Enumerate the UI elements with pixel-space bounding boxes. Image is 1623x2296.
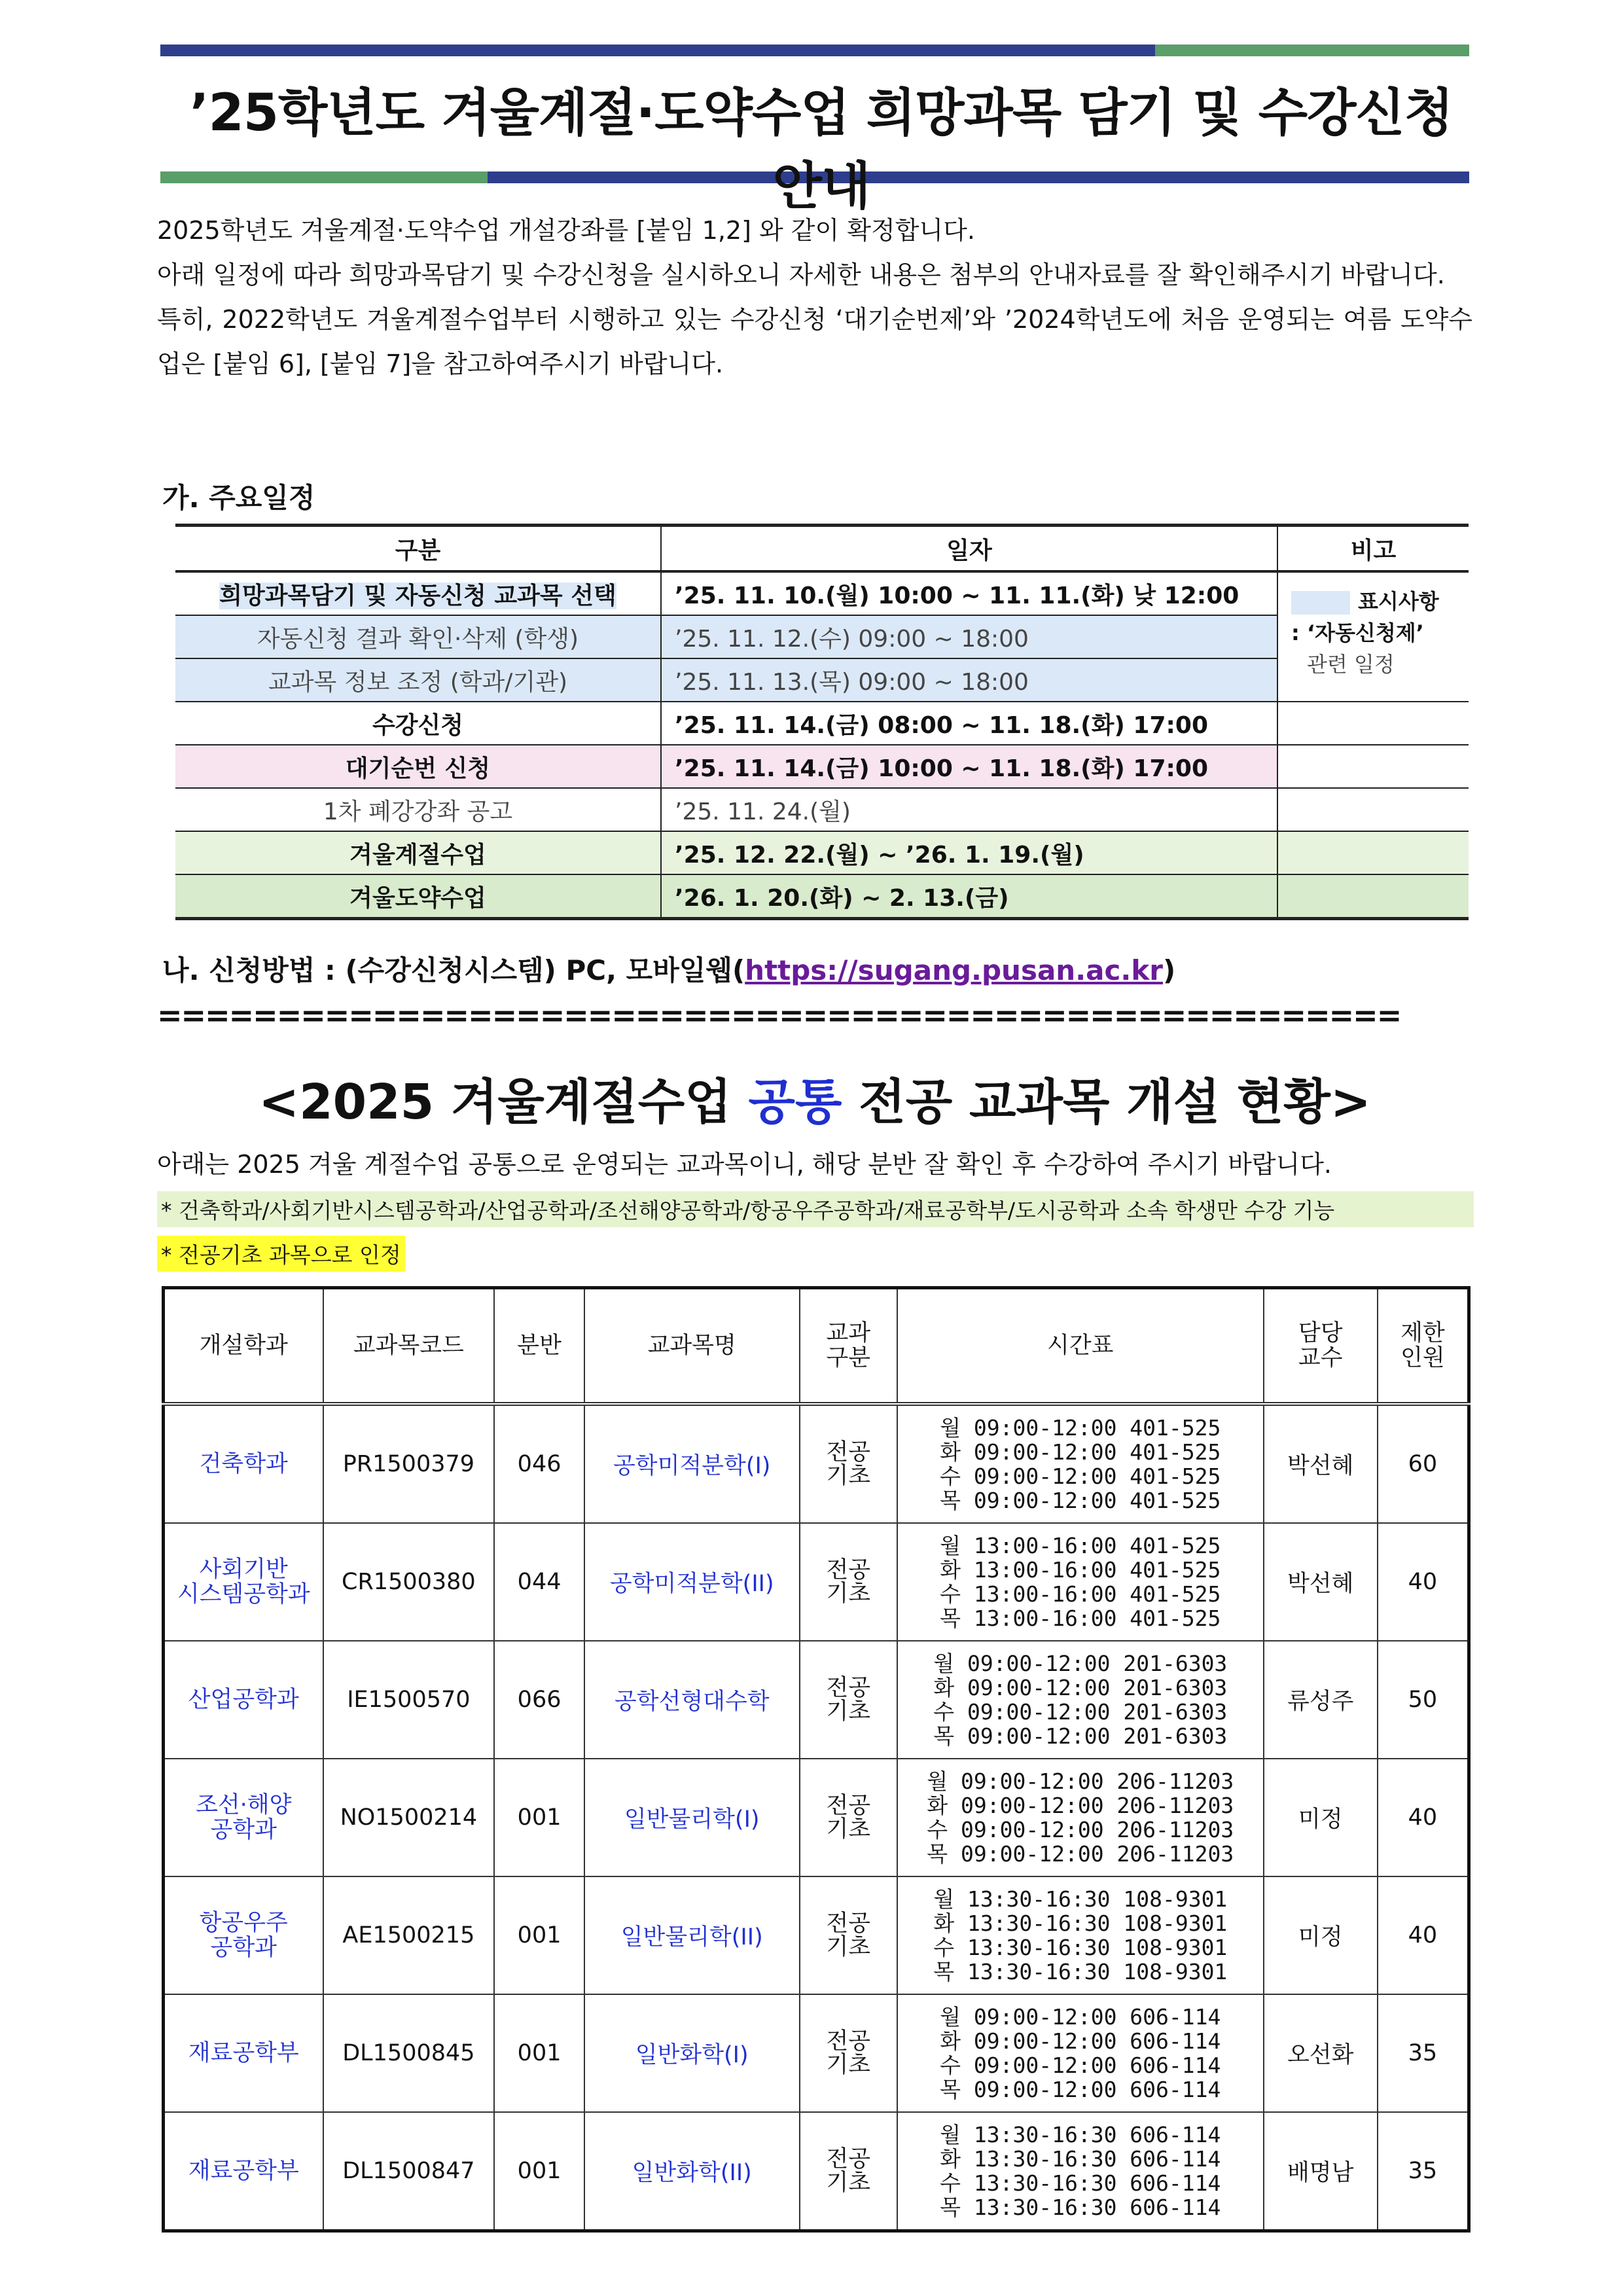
course-code: NO1500214 [323,1759,495,1876]
schedule-date: ’25. 11. 12.(수) 09:00 ~ 18:00 [661,615,1277,658]
course-section: 044 [494,1523,584,1641]
timetable-line: 월 13:30-16:30 606-114 [940,2122,1221,2147]
sugang-link[interactable]: https://sugang.pusan.ac.kr [745,954,1163,986]
course-timetable [897,1994,1264,2112]
course-type: 전공 기초 [800,1404,897,1523]
courses-table [162,1286,1471,2233]
course-limit: 40 [1378,1523,1469,1641]
timetable-line: 수 09:00-12:00 401-525 [940,1463,1221,1489]
col-name: 교과목명 [584,1288,800,1405]
timetable-line: 수 13:00-16:00 401-525 [940,1581,1221,1607]
course-type: 전공 기초 [800,2112,897,2231]
legend-swatch [1291,591,1350,615]
course-professor: 미정 [1264,1759,1378,1876]
timetable-line: 월 09:00-12:00 606-114 [940,2004,1221,2030]
col-code: 교과목코드 [323,1288,495,1405]
schedule-date: ’25. 11. 14.(금) 10:00 ~ 11. 18.(화) 17:00 [661,745,1277,788]
col-schedule: 시간표 [897,1288,1264,1405]
divider-line: ==================================================== [157,1000,1401,1030]
course-type: 전공 기초 [800,1523,897,1641]
section-a-heading: 가. 주요일정 [162,482,315,514]
course-professor: 박선혜 [1264,1404,1378,1523]
course-dept: 산업공학과 [164,1641,323,1759]
course-name: 일반물리학(II) [584,1876,800,1994]
course-limit: 40 [1378,1759,1469,1876]
course-row [164,1994,1469,2112]
timetable-line: 화 13:30-16:30 606-114 [940,2146,1221,2172]
course-row [164,1404,1469,1523]
schedule-header-date: 일자 [661,526,1277,572]
timetable-line: 월 09:00-12:00 201-6303 [933,1651,1228,1676]
course-dept: 재료공학부 [164,1994,323,2112]
timetable-line: 화 09:00-12:00 606-114 [940,2028,1221,2054]
course-name: 일반화학(II) [584,2112,800,2231]
timetable-line: 목 13:30-16:30 108-9301 [933,1959,1228,1984]
course-type: 전공 기초 [800,1759,897,1876]
course-type: 전공 기초 [800,1876,897,1994]
course-code: IE1500570 [323,1641,495,1759]
timetable-line: 수 13:30-16:30 606-114 [940,2170,1221,2196]
col-professor: 담당 교수 [1264,1288,1378,1405]
course-timetable [897,2112,1264,2231]
title-top-bar-green [1155,45,1469,56]
course-timetable [897,1404,1264,1523]
timetable-line: 월 13:30-16:30 108-9301 [933,1886,1228,1912]
timetable-line: 목 13:00-16:00 401-525 [940,1605,1221,1631]
course-professor: 박선혜 [1264,1523,1378,1641]
schedule-date: ’25. 11. 10.(월) 10:00 ~ 11. 11.(화) 낮 12:00 [661,571,1277,615]
course-row [164,2112,1469,2231]
schedule-item: 겨울계절수업 [175,831,661,874]
course-limit: 35 [1378,2112,1469,2231]
timetable-line: 목 09:00-12:00 201-6303 [933,1723,1228,1749]
timetable-line: 월 09:00-12:00 401-525 [940,1415,1221,1441]
timetable-line: 화 13:00-16:00 401-525 [940,1557,1221,1583]
course-professor: 미정 [1264,1876,1378,1994]
schedule-note: 표시사항 : ‘자동신청제’ 관련 일정 [1277,571,1469,702]
course-name: 일반화학(I) [584,1994,800,2112]
course-name: 일반물리학(I) [584,1759,800,1876]
course-code: CR1500380 [323,1523,495,1641]
course-row [164,1523,1469,1641]
course-row [164,1759,1469,1876]
intro-line-2: 아래 일정에 따라 희망과목담기 및 수강신청을 실시하오니 자세한 내용은 첨부의 안내자료를 잘 확인해주시기 바랍니다. [157,260,1445,289]
courses-heading: <2025 겨울계절수업 공통 전공 교과목 개설 현황> [259,1074,1371,1130]
course-name: 공학선형대수학 [584,1641,800,1759]
timetable-line: 목 09:00-12:00 206-11203 [927,1841,1234,1867]
course-professor: 오선화 [1264,1994,1378,2112]
course-timetable [897,1876,1264,1994]
course-row [164,1876,1469,1994]
schedule-header-item: 구분 [175,526,661,572]
course-dept: 재료공학부 [164,2112,323,2231]
timetable-line: 목 09:00-12:00 606-114 [940,2077,1221,2102]
schedule-table [175,524,1469,920]
schedule-date: ’25. 11. 14.(금) 08:00 ~ 11. 18.(화) 17:00 [661,702,1277,745]
course-section: 001 [494,2112,584,2231]
col-dept: 개설학과 [164,1288,323,1405]
course-section: 001 [494,1759,584,1876]
course-dept: 건축학과 [164,1404,323,1523]
col-section: 분반 [494,1288,584,1405]
course-name: 공학미적분학(II) [584,1523,800,1641]
major-basic-note: * 전공기초 과목으로 인정 [157,1236,405,1272]
schedule-item: 1차 폐강강좌 공고 [175,788,661,831]
course-row [164,1641,1469,1759]
course-code: AE1500215 [323,1876,495,1994]
schedule-item: 희망과목담기 및 자동신청 교과목 선택 [175,571,661,615]
col-type: 교과 구분 [800,1288,897,1405]
course-code: DL1500847 [323,2112,495,2231]
intro-line-3: 특히, 2022학년도 겨울계절수업부터 시행하고 있는 수강신청 ‘대기순번제’와 ’2024학년도에 처음 운영되는 여름 도약수업은 [붙임 6], [붙임 7]을 참고하여주시기 바랍니다. [157,305,1472,378]
course-code: PR1500379 [323,1404,495,1523]
page-title: ’25학년도 겨울계절·도약수업 희망과목 담기 및 수강신청 안내 [189,84,1454,216]
schedule-date: ’25. 12. 22.(월) ~ ’26. 1. 19.(월) [661,831,1277,874]
schedule-item: 대기순번 신청 [175,745,661,788]
course-section: 001 [494,1876,584,1994]
timetable-line: 수 09:00-12:00 606-114 [940,2053,1221,2078]
course-code: DL1500845 [323,1994,495,2112]
timetable-line: 목 13:30-16:30 606-114 [940,2195,1221,2220]
course-type: 전공 기초 [800,1994,897,2112]
schedule-date: ’25. 11. 24.(월) [661,788,1277,831]
timetable-line: 수 09:00-12:00 201-6303 [933,1699,1228,1725]
timetable-line: 화 09:00-12:00 201-6303 [933,1675,1228,1700]
schedule-item: 교과목 정보 조정 (학과/기관) [175,658,661,702]
intro-line-1: 2025학년도 겨울계절·도약수업 개설강좌를 [붙임 1,2] 와 같이 확정합니다. [157,216,975,245]
col-limit: 제한 인원 [1378,1288,1469,1405]
timetable-line: 월 09:00-12:00 206-11203 [927,1768,1234,1794]
course-limit: 50 [1378,1641,1469,1759]
schedule-item: 수강신청 [175,702,661,745]
course-professor: 배명남 [1264,2112,1378,2231]
courses-notice: 아래는 2025 겨울 계절수업 공통으로 운영되는 교과목이니, 해당 분반 잘 확인 후 수강하여 주시기 바랍니다. [157,1150,1332,1179]
timetable-line: 월 13:00-16:00 401-525 [940,1533,1221,1558]
course-section: 066 [494,1641,584,1759]
course-name: 공학미적분학(I) [584,1404,800,1523]
section-b-method: 나. 신청방법 : (수강신청시스템) PC, 모바일웹(https://sugang.pusan.ac.kr) [162,954,1176,986]
course-timetable [897,1759,1264,1876]
course-section: 046 [494,1404,584,1523]
schedule-date: ’25. 11. 13.(목) 09:00 ~ 18:00 [661,658,1277,702]
course-timetable [897,1641,1264,1759]
course-limit: 35 [1378,1994,1469,2112]
timetable-line: 수 09:00-12:00 206-11203 [927,1817,1234,1842]
course-limit: 60 [1378,1404,1469,1523]
course-section: 001 [494,1994,584,2112]
schedule-item: 겨울도약수업 [175,874,661,919]
intro-text [157,208,1472,386]
course-professor: 류성주 [1264,1641,1378,1759]
course-type: 전공 기초 [800,1641,897,1759]
schedule-date: ’26. 1. 20.(화) ~ 2. 13.(금) [661,874,1277,919]
course-limit: 40 [1378,1876,1469,1994]
schedule-header-note: 비고 [1277,526,1469,572]
course-timetable [897,1523,1264,1641]
course-dept: 조선·해양 공학과 [164,1759,323,1876]
eligible-departments-note: * 건축학과/사회기반시스템공학과/산업공학과/조선해양공학과/항공우주공학과/재료공학부/도시공학과 소속 학생만 수강 기능 [157,1191,1474,1227]
course-dept: 사회기반 시스템공학과 [164,1523,323,1641]
title-top-bar-navy [160,45,1155,56]
timetable-line: 화 13:30-16:30 108-9301 [933,1910,1228,1936]
course-dept: 항공우주 공학과 [164,1876,323,1994]
timetable-line: 수 13:30-16:30 108-9301 [933,1935,1228,1960]
timetable-line: 목 09:00-12:00 401-525 [940,1488,1221,1513]
timetable-line: 화 09:00-12:00 206-11203 [927,1793,1234,1818]
timetable-line: 화 09:00-12:00 401-525 [940,1439,1221,1465]
schedule-item: 자동신청 결과 확인·삭제 (학생) [175,615,661,658]
